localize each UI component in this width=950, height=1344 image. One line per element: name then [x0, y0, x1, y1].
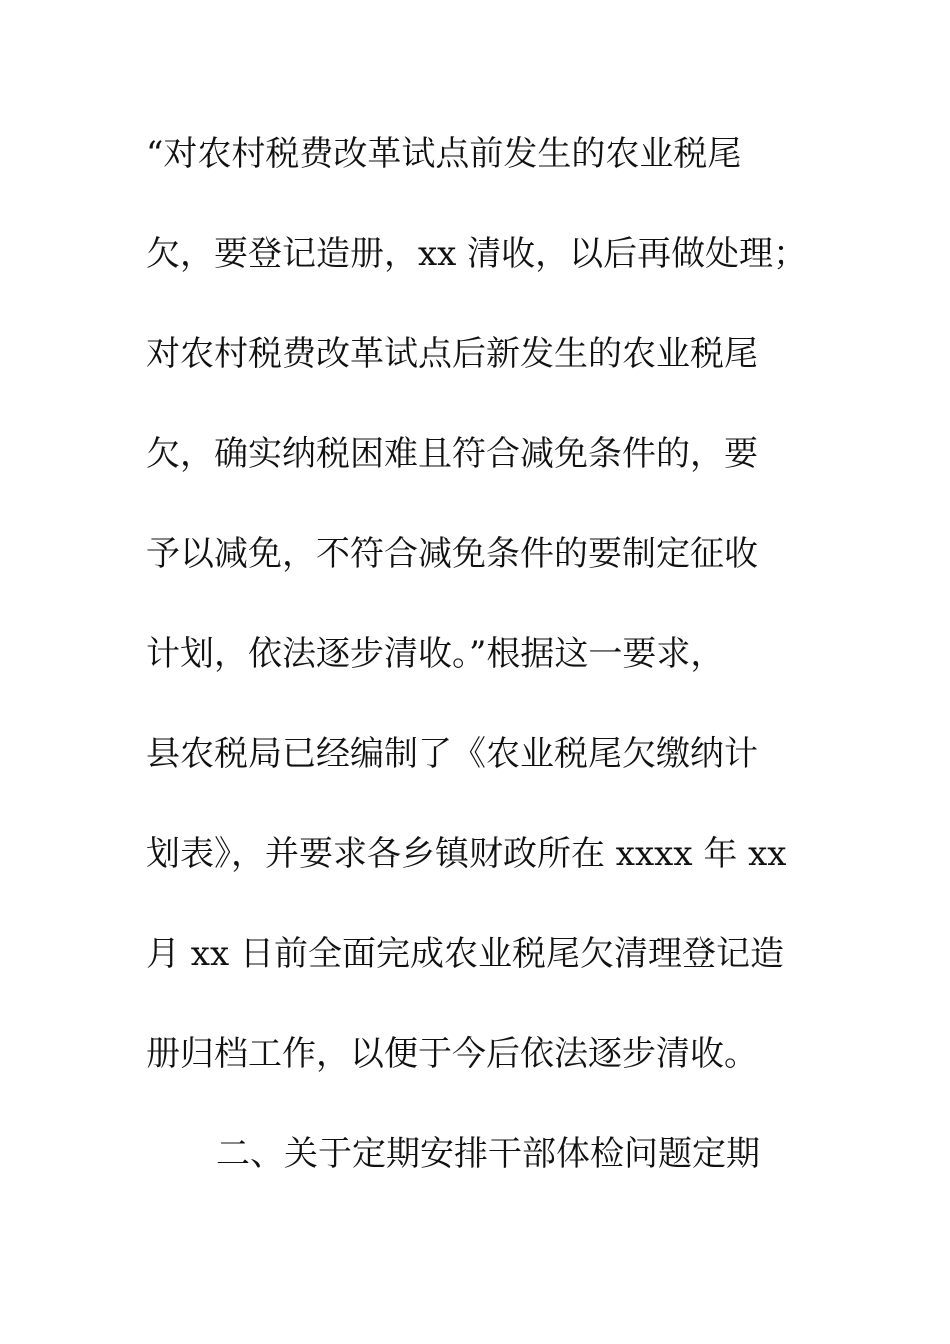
- text-line-10: 册归档工作，以便于今后依法逐步清收。: [146, 1034, 758, 1074]
- text-line-6: 计划，依法逐步清收。”根据这一要求，: [146, 634, 725, 674]
- text-line-8: 划表》，并要求各乡镇财政所在 xxxx 年 xx: [146, 834, 787, 874]
- text-line-9: 月 xx 日前全面完成农业税尾欠清理登记造: [146, 934, 784, 974]
- text-line-5: 予以减免，不符合减免条件的要制定征收: [146, 534, 758, 574]
- section-heading-line: 二、关于定期安排干部体检问题定期: [216, 1134, 760, 1174]
- text-line-3: 对农村税费改革试点后新发生的农业税尾: [146, 334, 758, 374]
- text-line-4: 欠，确实纳税困难且符合减免条件的，要: [146, 434, 758, 474]
- body-text: [146, 124, 826, 1224]
- text-line-7: 县农税局已经编制了《农业税尾欠缴纳计: [146, 734, 758, 774]
- text-line-1: “对农村税费改革试点前发生的农业税尾: [146, 134, 742, 174]
- text-line-2: 欠，要登记造册，xx 清收，以后再做处理；: [146, 234, 808, 274]
